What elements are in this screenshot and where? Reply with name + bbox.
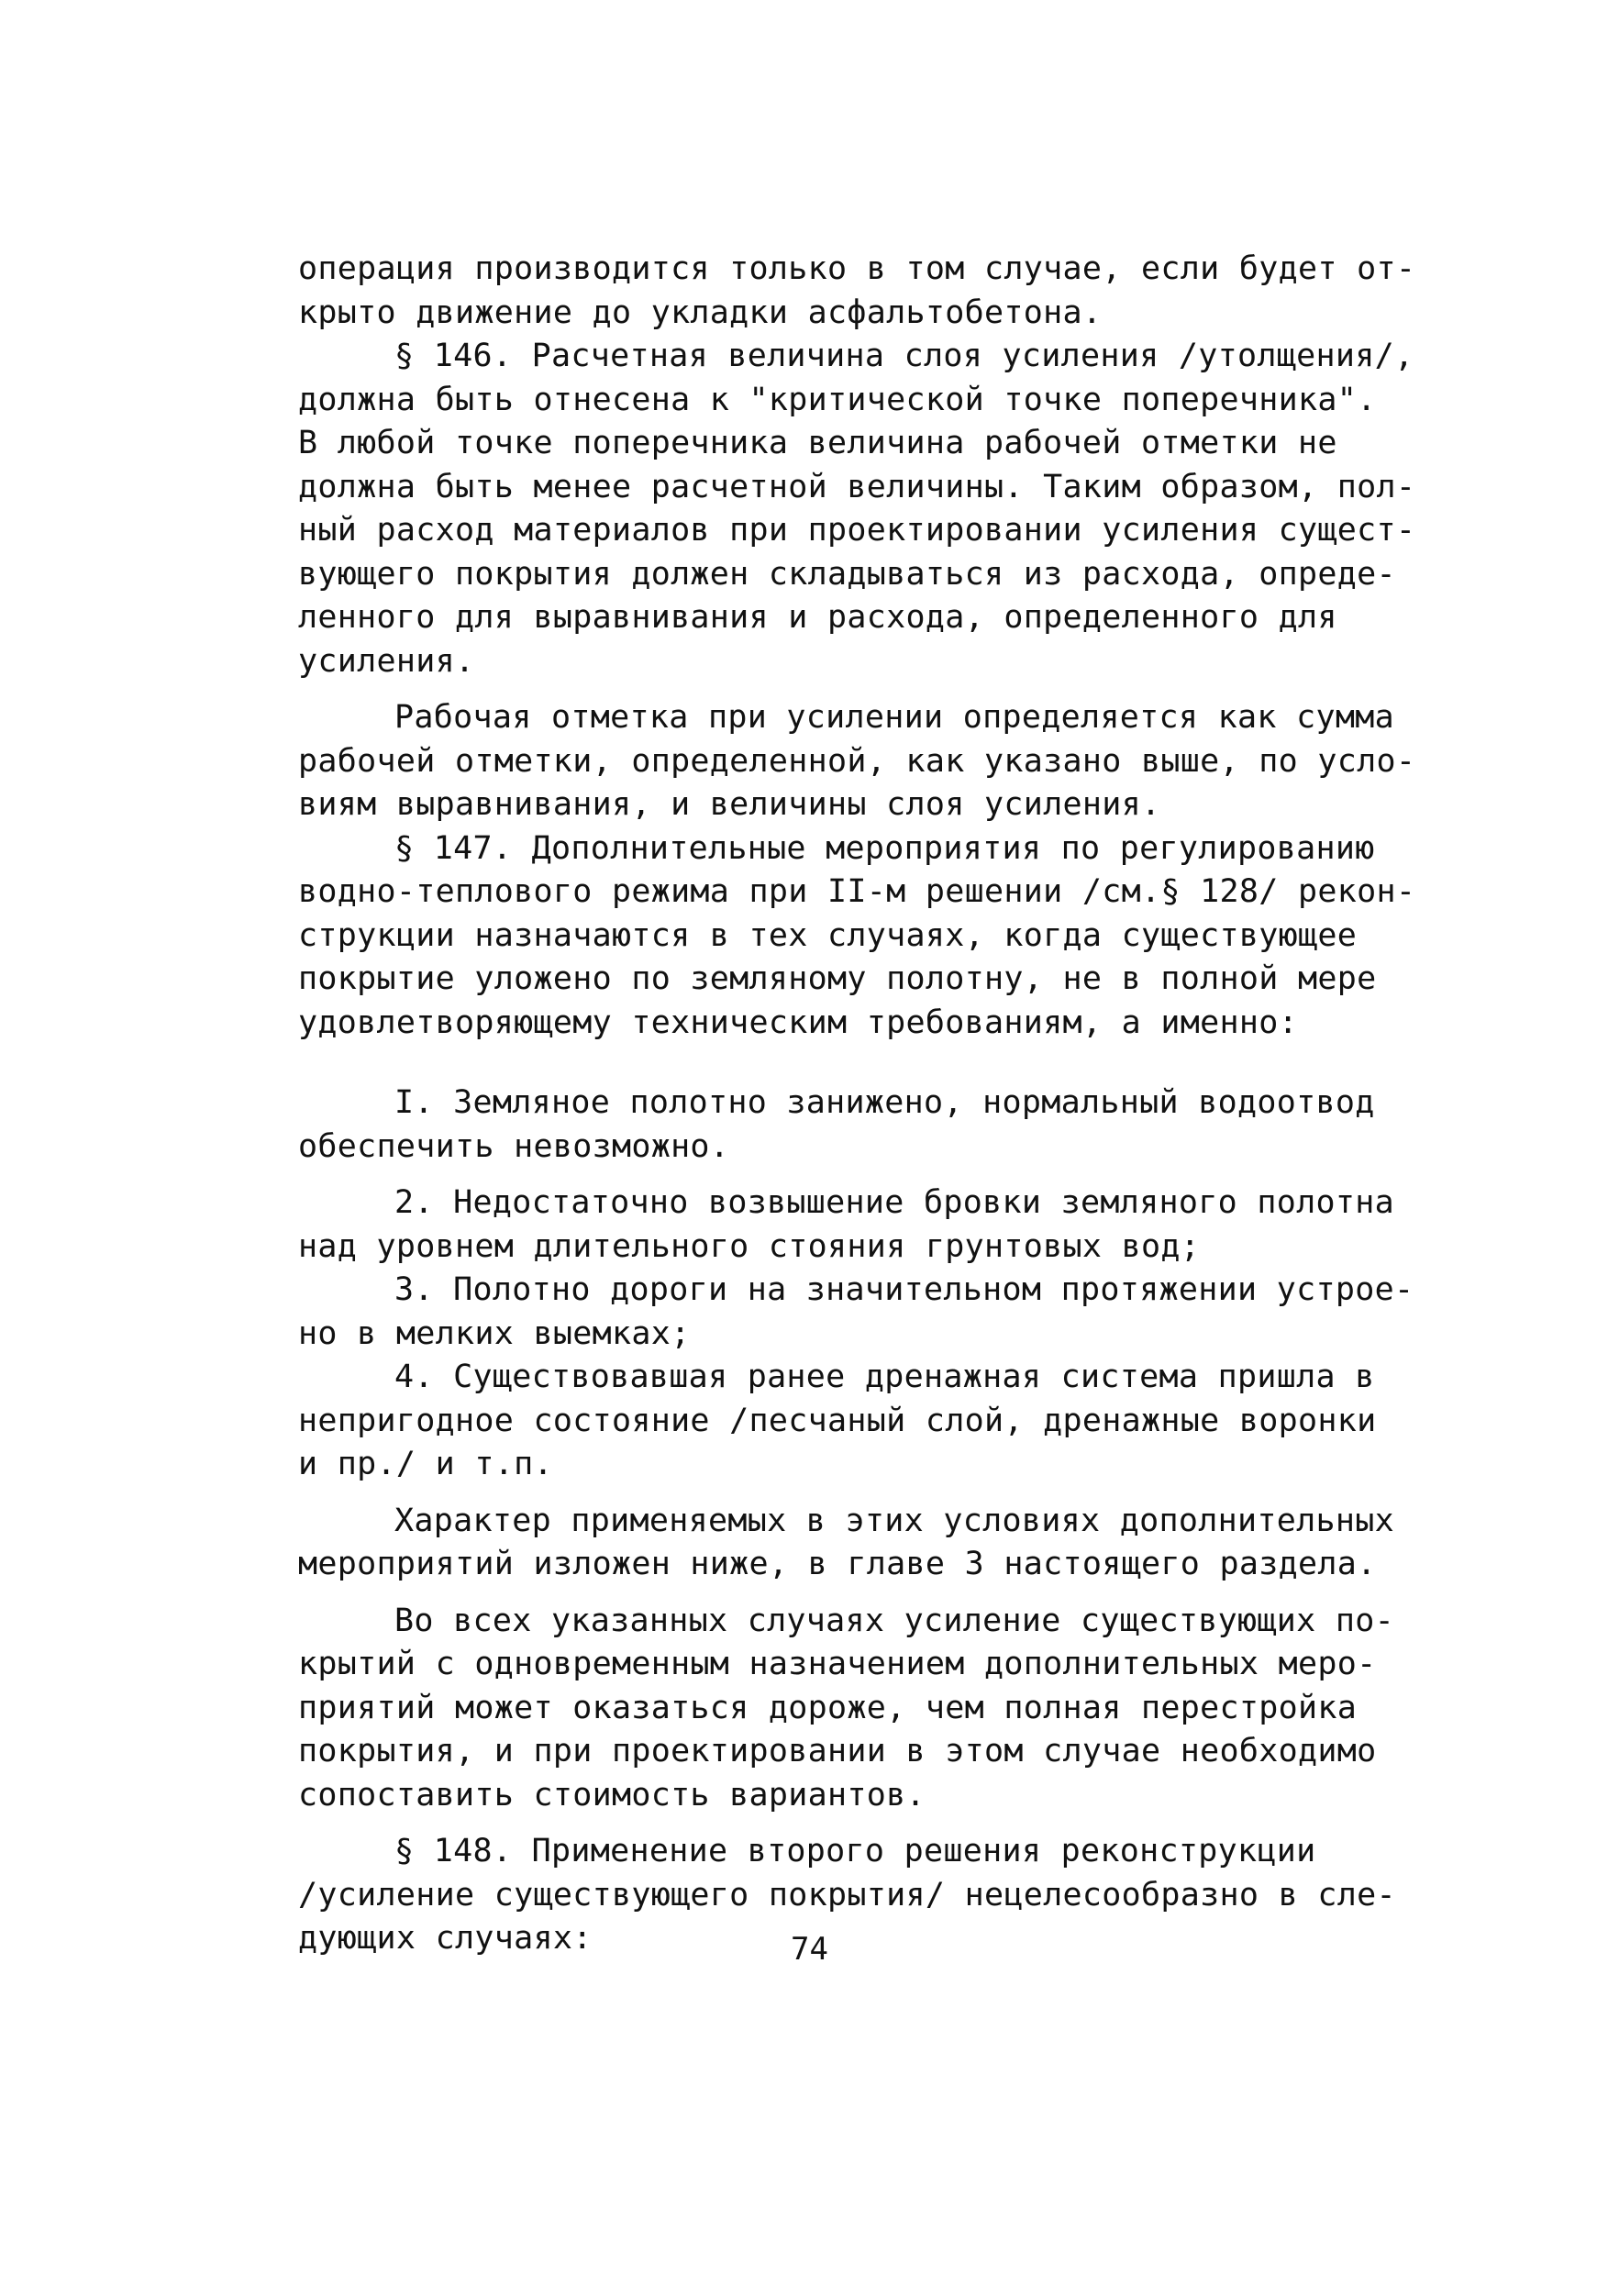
text-line: но в мелких выемках; [298, 1314, 691, 1352]
text-line: покрытия, и при проектировании в этом случае необходимо [298, 1733, 1377, 1769]
text-line: покрытие уложено по земляному полотну, не в полной мере [298, 960, 1377, 997]
text-line: рабочей отметки, определенной, как указано выше, по усло- [298, 742, 1416, 780]
text-line: мероприятий изложен ниже, в главе 3 настоящего раздела. [298, 1546, 1377, 1582]
paragraph [298, 696, 1416, 827]
text-line: и пр./ и т.п. [298, 1446, 553, 1482]
spacer [298, 1487, 1376, 1500]
text-line: Во всех указанных случаях усиление существующих по- [394, 1602, 1394, 1639]
text-line: непригодное состояние /песчаный слой, дренажные воронки [298, 1402, 1377, 1439]
text-line: § 148. Применение второго решения реконструкции [394, 1833, 1316, 1869]
text-line: струкции назначаются в тех случаях, когда существующее [298, 916, 1358, 954]
text-line: Характер применяемых в этих условиях дополнительных [394, 1502, 1394, 1539]
list-item [298, 1181, 1394, 1269]
text-line: В любой точке поперечника величина рабочей отметки не [298, 425, 1337, 461]
text-line: § 146. Расчетная величина слоя усиления /утолщения/, [394, 338, 1414, 374]
paragraph [298, 1600, 1394, 1818]
text-line: ленного для выравнивания и расхода, определенного для [298, 599, 1337, 636]
paragraph-146 [298, 335, 1416, 683]
text-line: § 147. Дополнительные мероприятия по регулированию [394, 829, 1375, 867]
text-line: удовлетворяющему техническим требованиям, а именно: [298, 1004, 1298, 1041]
spacer [298, 1817, 1376, 1830]
text-line: сопоставить стоимость вариантов. [298, 1776, 926, 1814]
text-line: крыто движение до укладки асфальтобетона. [298, 294, 1103, 331]
text-line: должна быть менее расчетной величины. Таким образом, пол- [298, 468, 1416, 505]
spacer [298, 1587, 1376, 1600]
text-line: должна быть отнесена к "критической точке поперечника". [298, 381, 1377, 418]
body-text [298, 248, 1416, 1961]
page-number: 74 [791, 1931, 828, 1968]
spacer [298, 1169, 1376, 1181]
text-line: I. Земляное полотно занижено, нормальный водоотвод [394, 1084, 1375, 1121]
paragraph [298, 248, 1416, 335]
text-line: операция производится только в том случае, если будет от- [298, 250, 1416, 287]
text-line: усиления. [298, 642, 475, 680]
list-item [298, 1081, 1376, 1169]
text-line: обеспечить невозможно. [298, 1127, 730, 1165]
text-line: Рабочая отметка при усилении определяется как сумма [394, 699, 1394, 736]
text-line: 3. Полотно дороги на значительном протяжении устрое- [394, 1271, 1414, 1308]
text-line: виям выравнивания, и величины слоя усиления. [298, 786, 1161, 823]
text-line: вующего покрытия должен складываться из расхода, опреде- [298, 555, 1396, 593]
paragraph-147 [298, 827, 1416, 1046]
text-line: /усиление существующего покрытия/ нецелесообразно в сле- [298, 1876, 1396, 1913]
spacer [298, 683, 1376, 696]
text-line: 4. Существовавшая ранее дренажная система пришла в [394, 1359, 1375, 1395]
text-line: приятий может оказаться дороже, чем полная перестройка [298, 1689, 1358, 1726]
list-item [298, 1269, 1414, 1356]
text-line: крытий с одновременным назначением дополнительных меро- [298, 1646, 1377, 1682]
text-line: ный расход материалов при проектировании усиления сущест- [298, 512, 1416, 549]
text-line: 2. Недостаточно возвышение бровки земляного полотна [394, 1184, 1394, 1221]
text-line: над уровнем длительного стояния грунтовых вод; [298, 1227, 1201, 1265]
text-line: водно-теплового режима при II-м решении /см.§ 128/ рекон- [298, 873, 1416, 910]
spacer [298, 1045, 1376, 1081]
paragraph [298, 1500, 1394, 1587]
text-line: дующих случаях: [298, 1920, 593, 1957]
list-item [298, 1356, 1376, 1487]
